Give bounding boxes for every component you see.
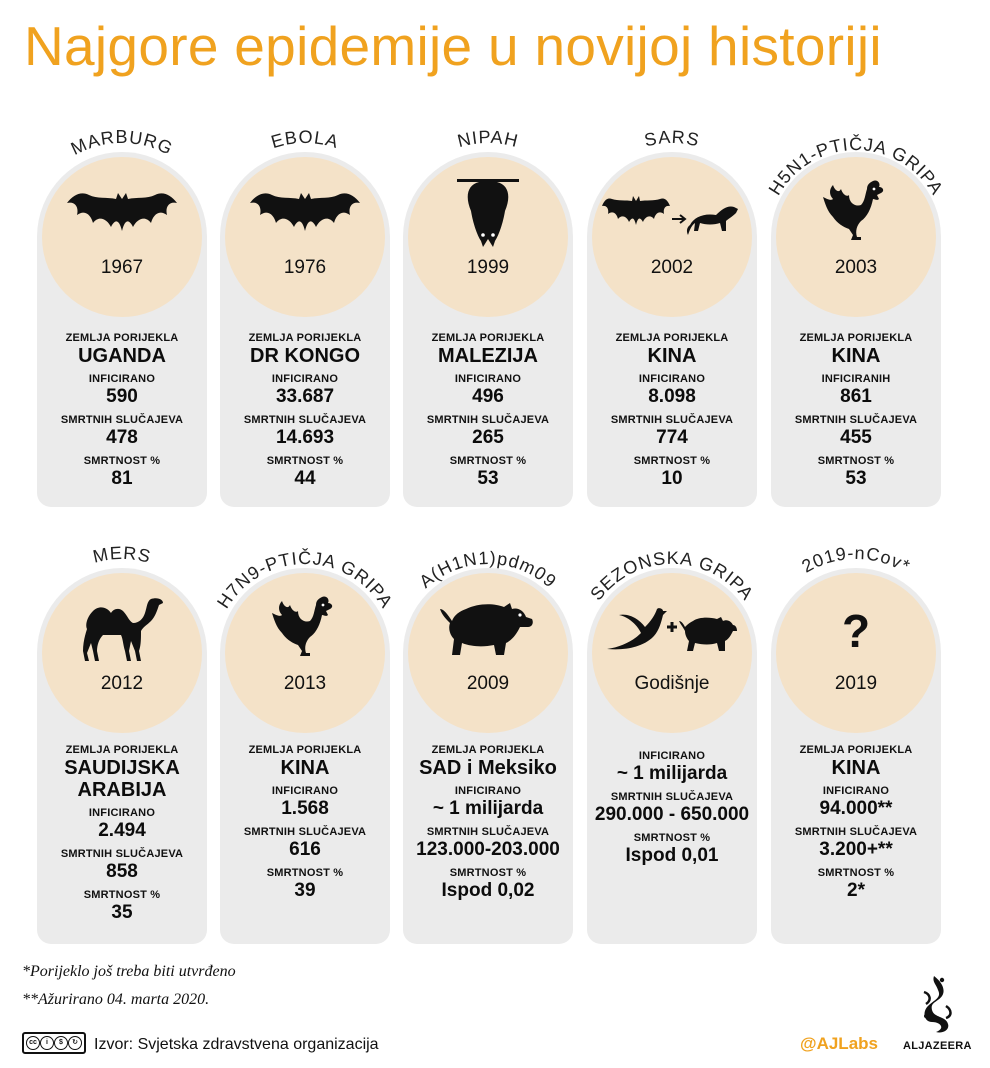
ajlabs-handle: @AJLabs <box>800 1034 878 1053</box>
stat-label: INFICIRANO <box>271 373 339 385</box>
stat-value: 455 <box>840 427 872 448</box>
epidemic-stats <box>403 744 573 908</box>
stat-value: 496 <box>472 386 504 407</box>
stat-label: SMRTNIH SLUČAJEVA <box>243 826 367 838</box>
epidemic-stats <box>587 750 757 873</box>
svg-text:H7N9-PTIČJA GRIPA <box>213 547 397 612</box>
epidemic-year: 2003 <box>834 257 878 278</box>
stat-label: INFICIRANO <box>271 785 339 797</box>
epidemic-name-text: NIPAH <box>455 126 521 152</box>
epidemic-stats <box>220 744 390 908</box>
stat-value: 53 <box>845 468 867 489</box>
cc-icon: cc <box>26 1036 40 1050</box>
stat-label: INFICIRANO <box>88 373 156 385</box>
epidemic-name <box>27 108 217 198</box>
epidemic-year: 1976 <box>283 257 327 278</box>
stat-value: MALEZIJA <box>438 345 538 367</box>
stat-label: SMRTNOST % <box>266 867 344 879</box>
stat-value: 94.000** <box>819 798 893 819</box>
source-text: Izvor: Svjetska zdravstvena organizacija <box>94 1036 379 1053</box>
svg-text:SARS <box>642 127 701 151</box>
epidemic-name <box>761 108 951 198</box>
stat-value: 33.687 <box>275 386 335 407</box>
stat-label: INFICIRANO <box>638 750 706 762</box>
stat-label: ZEMLJA PORIJEKLA <box>431 744 545 756</box>
by-icon: i <box>40 1036 54 1050</box>
epidemic-name-text: SEZONSKA GRIPA <box>586 547 758 605</box>
epidemic-name-text: SARS <box>642 126 702 151</box>
stat-label: ZEMLJA PORIJEKLA <box>431 332 545 344</box>
stat-label: SMRTNOST % <box>633 832 711 844</box>
stat-value: 3.200+** <box>819 839 893 860</box>
stat-label: ZEMLJA PORIJEKLA <box>799 744 913 756</box>
stat-value: ~ 1 milijarda <box>432 798 544 819</box>
stat-label: SMRTNOST % <box>633 455 711 467</box>
stat-label: SMRTNOST % <box>817 455 895 467</box>
stat-value: 10 <box>661 468 683 489</box>
stat-label: INFICIRANO <box>454 785 522 797</box>
stat-value: 39 <box>294 880 316 901</box>
epidemic-name <box>210 524 400 614</box>
epidemic-name <box>393 108 583 198</box>
epidemic-name <box>577 108 767 198</box>
epidemic-stats <box>403 332 573 496</box>
stat-value: KINA <box>831 345 881 367</box>
stat-label: ZEMLJA PORIJEKLA <box>65 332 179 344</box>
stat-label: SMRTNOST % <box>817 867 895 879</box>
svg-text:SEZONSKA GRIPA <box>586 548 757 604</box>
stat-label: ZEMLJA PORIJEKLA <box>248 744 362 756</box>
epidemic-stats <box>37 744 207 930</box>
stat-label: INFICIRANO <box>638 373 706 385</box>
svg-text:H5N1-PTIČJA GRIPA <box>765 133 948 199</box>
stat-value: 81 <box>111 468 133 489</box>
stat-value: 53 <box>477 468 499 489</box>
stat-value: Ispod 0,01 <box>625 845 719 866</box>
stat-label: INFICIRANO <box>454 373 522 385</box>
stat-value: 123.000-203.000 <box>416 839 560 860</box>
footnote-updated: **Ažurirano 04. marta 2020. <box>22 991 210 1008</box>
stat-label: SMRTNIH SLUČAJEVA <box>426 826 550 838</box>
stat-value: SAUDIJSKA ARABIJA <box>64 757 180 801</box>
stat-label: ZEMLJA PORIJEKLA <box>799 332 913 344</box>
stat-label: ZEMLJA PORIJEKLA <box>248 332 362 344</box>
stat-label: SMRTNOST % <box>449 455 527 467</box>
epidemic-year: 2009 <box>466 673 510 694</box>
stat-value: 1.568 <box>281 798 329 819</box>
stat-label: SMRTNIH SLUČAJEVA <box>243 414 367 426</box>
stat-label: ZEMLJA PORIJEKLA <box>615 332 729 344</box>
epidemic-stats <box>37 332 207 496</box>
svg-text:A(H1N1)pdm09 <box>415 548 560 592</box>
epidemic-year: Godišnje <box>634 673 710 694</box>
stat-value: 478 <box>106 427 138 448</box>
stat-label: SMRTNOST % <box>266 455 344 467</box>
stat-label: SMRTNIH SLUČAJEVA <box>610 414 734 426</box>
stat-label: SMRTNIH SLUČAJEVA <box>794 414 918 426</box>
svg-text:2019-nCov* <box>798 543 913 577</box>
stat-value: 616 <box>289 839 321 860</box>
epidemic-year: 1999 <box>466 257 510 278</box>
epidemic-year: 1967 <box>100 257 144 278</box>
stat-value: 861 <box>840 386 872 407</box>
epidemic-name <box>27 524 217 614</box>
stat-label: INFICIRANO <box>822 785 890 797</box>
stat-value: 2.494 <box>98 820 146 841</box>
epidemic-name-text: 2019-nCov* <box>798 542 914 577</box>
stat-value: 8.098 <box>648 386 696 407</box>
epidemic-year: 2019 <box>834 673 878 694</box>
aljazeera-wordmark: ALJAZEERA <box>903 1040 972 1052</box>
stat-label: ZEMLJA PORIJEKLA <box>65 744 179 756</box>
epidemic-name-text: H7N9-PTIČJA GRIPA <box>213 547 397 612</box>
epidemic-year: 2002 <box>650 257 694 278</box>
svg-text:?: ? <box>841 605 871 655</box>
creative-commons-badge <box>22 1032 86 1054</box>
stat-label: SMRTNOST % <box>449 867 527 879</box>
page-title: Najgore epidemije u novijoj historiji <box>24 15 882 77</box>
epidemic-name-text: H5N1-PTIČJA GRIPA <box>764 133 948 199</box>
stat-value: 265 <box>472 427 504 448</box>
epidemic-name <box>761 524 951 614</box>
stat-value: 290.000 - 650.000 <box>594 804 750 825</box>
epidemic-stats <box>771 332 941 496</box>
stat-label: SMRTNIH SLUČAJEVA <box>794 826 918 838</box>
footnote-origin: *Porijeklo još treba biti utvrđeno <box>22 963 236 980</box>
stat-label: SMRTNOST % <box>83 889 161 901</box>
epidemic-name <box>393 524 583 614</box>
svg-text:MARBURG <box>68 127 177 159</box>
stat-value: DR KONGO <box>250 345 360 367</box>
stat-label: SMRTNIH SLUČAJEVA <box>60 848 184 860</box>
svg-text:MERS <box>91 543 153 567</box>
svg-text:EBOLA <box>269 127 341 152</box>
epidemic-stats <box>587 332 757 496</box>
stat-label: SMRTNOST % <box>83 455 161 467</box>
stat-label: SMRTNIH SLUČAJEVA <box>60 414 184 426</box>
stat-value: 774 <box>656 427 688 448</box>
epidemic-name-text: A(H1N1)pdm09 <box>415 547 561 592</box>
stat-value: 590 <box>106 386 138 407</box>
stat-label: INFICIRANO <box>88 807 156 819</box>
epidemic-year: 2013 <box>283 673 327 694</box>
stat-label: SMRTNIH SLUČAJEVA <box>426 414 550 426</box>
svg-text:NIPAH <box>455 127 520 151</box>
sa-icon: ↻ <box>68 1036 82 1050</box>
epidemic-year: 2012 <box>100 673 144 694</box>
epidemic-name-text: EBOLA <box>268 126 342 153</box>
epidemic-stats <box>220 332 390 496</box>
stat-value: ~ 1 milijarda <box>616 763 728 784</box>
stat-value: 35 <box>111 902 133 923</box>
epidemic-name-text: MARBURG <box>67 126 177 159</box>
stat-value: 44 <box>294 468 316 489</box>
stat-value: 858 <box>106 861 138 882</box>
stat-label: SMRTNIH SLUČAJEVA <box>610 791 734 803</box>
epidemic-stats <box>771 744 941 908</box>
stat-label: INFICIRANIH <box>821 373 891 385</box>
stat-value: KINA <box>280 757 330 779</box>
stat-value: KINA <box>831 757 881 779</box>
stat-value: Ispod 0,02 <box>441 880 535 901</box>
aljazeera-logo-icon <box>912 972 962 1038</box>
epidemic-name-text: MERS <box>90 542 154 567</box>
epidemic-name <box>577 524 767 614</box>
stat-value: UGANDA <box>78 345 166 367</box>
stat-value: SAD i Meksiko <box>419 757 557 779</box>
epidemic-name <box>210 108 400 198</box>
stat-value: 14.693 <box>275 427 335 448</box>
stat-value: KINA <box>647 345 697 367</box>
nc-icon: $ <box>54 1036 68 1050</box>
stat-value: 2* <box>847 880 865 901</box>
